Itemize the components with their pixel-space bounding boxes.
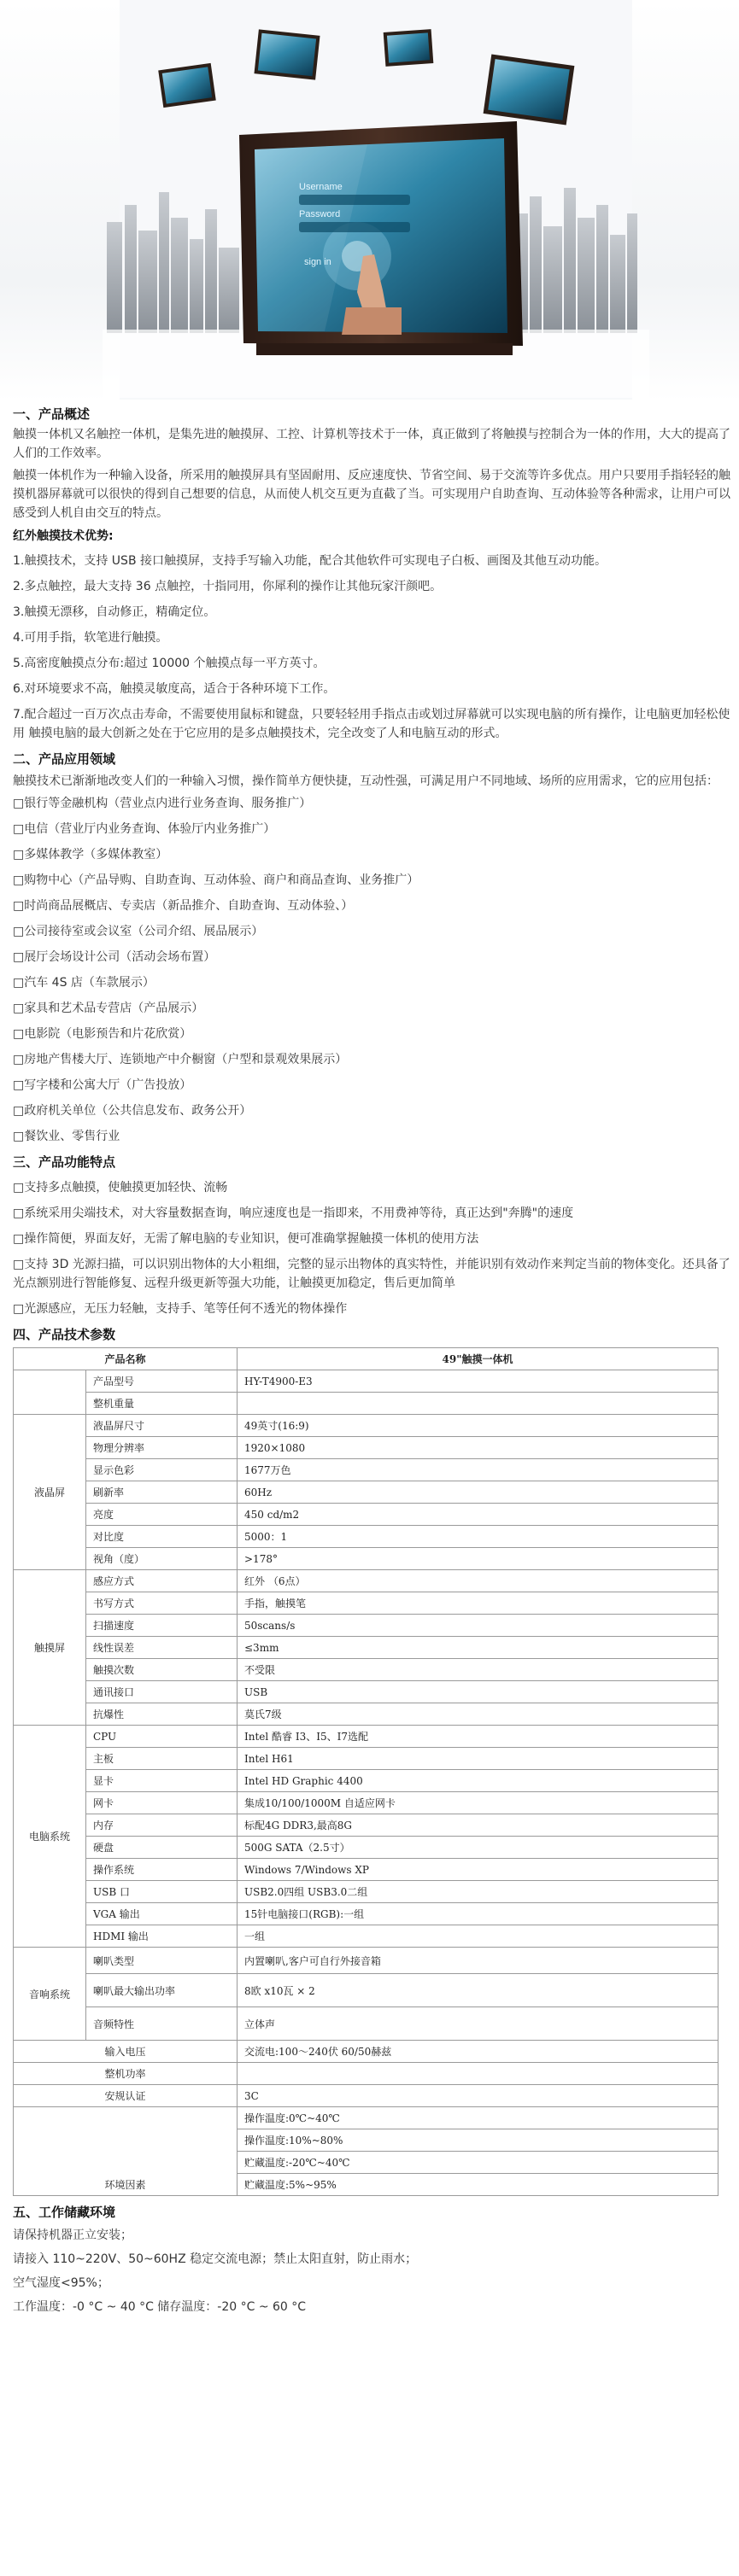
spec-value: 1677万色 [238,1459,718,1481]
spec-value: 5000：1 [238,1526,718,1548]
table-row [14,2085,718,2107]
spec-value: 500G SATA（2.5寸） [238,1837,718,1859]
spec-label: 喇叭最大输出功率 [86,1974,238,2007]
spec-category-lcd: 液晶屏 [14,1415,86,1570]
spec-value: 60Hz [238,1481,718,1504]
application-item: □展厅会场设计公司（活动会场布置） [13,950,216,964]
feature-item: □系统采用尖端技术，对大容量数据查询，响应速度也是一指即来，不用费神等待，真正达到"奔腾"的速度 [13,1206,574,1220]
spec-value: Windows 7/Windows XP [238,1859,718,1881]
spec-value: 贮藏温度:-20℃~40℃ [238,2152,718,2174]
ir-item: 5.高密度触摸点分布:超过 10000 个触摸点每一平方英寸。 [13,657,326,670]
spec-value: Intel HD Graphic 4400 [238,1770,718,1792]
spec-label: 扫描速度 [86,1615,238,1637]
floating-screen-1 [158,63,216,108]
hero-password-label: Password [299,209,341,219]
application-item: □房地产售楼大厅、连锁地产中介橱窗（户型和景观效果展示） [13,1053,348,1066]
table-row [14,1881,718,1903]
spec-label: 内存 [86,1814,238,1837]
spec-label: 液晶屏尺寸 [86,1415,238,1437]
hero-username-label: Username [299,182,343,192]
spec-label: 操作系统 [86,1859,238,1881]
ir-item: 3.触摸无漂移，自动修正，精确定位。 [13,605,216,619]
table-row [14,1726,718,1748]
applications-title: 二、产品应用领域 [13,751,116,767]
spec-value: Intel H61 [238,1748,718,1770]
table-row [14,2107,718,2129]
table-row [14,2063,718,2085]
spec-label: 显示色彩 [86,1459,238,1481]
spec-label: 音频特性 [86,2007,238,2041]
feature-item: □光源感应，无压力轻触，支持手、笔等任何不透光的物体操作 [13,1302,348,1316]
application-item: □购物中心（产品导购、自助查询、互动体验、商户和商品查询、业务推广） [13,873,419,887]
spec-label: 通讯接口 [86,1681,238,1703]
spec-value: 8欧 x10瓦 × 2 [238,1974,718,2007]
spec-label: 整机重量 [86,1393,238,1415]
spec-value: 3C [238,2085,718,2107]
spec-value: 1920×1080 [238,1437,718,1459]
table-row [14,1659,718,1681]
spec-label: 整机功率 [14,2063,238,2085]
application-item: □家具和艺术品专营店（产品展示） [13,1002,204,1015]
table-row [14,2041,718,2063]
spec-header-right: 49"触摸一体机 [238,1348,718,1370]
specs-title: 四、产品技术参数 [13,1327,116,1342]
hero-illustration [0,0,739,401]
table-row [14,1526,718,1548]
table-row [14,1792,718,1814]
overview-para-2: 触摸一体机作为一种输入设备，所采用的触摸屏具有坚固耐用、反应速度快、节省空间、易于交流等许多优点。用户只要用手指轻轻的触摸机器屏幕就可以很快的得到自己想要的信息，从而使人机交互更为直截了当。可实现用户自助查询、互动体验等各种需求，让用户可以感受到人机自由交互的特点。 [13,469,730,520]
ir-item: 1.触摸技术，支持 USB 接口触摸屏，支持手写输入功能，配合其他软件可实现电子白板、画图及其他互动功能。 [13,554,607,568]
spec-label: 对比度 [86,1526,238,1548]
environment-line: 请保持机器正立安装； [13,2228,132,2242]
spec-value: USB2.0四组 USB3.0二组 [238,1881,718,1903]
spec-value: 集成10/100/1000M 自适应网卡 [238,1792,718,1814]
table-row [14,1637,718,1659]
spec-label: 亮度 [86,1504,238,1526]
spec-label: 产品型号 [86,1370,238,1393]
table-row [14,1570,718,1592]
application-item: □政府机关单位（公共信息发布、政务公开） [13,1104,252,1118]
spec-category-audio: 音响系统 [14,1948,86,2041]
floating-screen-4 [484,55,575,126]
spec-value: 450 cd/m2 [238,1504,718,1526]
spec-label: VGA 输出 [86,1903,238,1925]
environment-section [13,2203,730,2319]
table-row [14,1615,718,1637]
table-row [14,1393,718,1415]
application-item: □公司接待室或会议室（公司介绍、展品展示） [13,925,264,938]
overview-para-1: 触摸一体机又名触控一体机，是集先进的触摸屏、工控、计算机等技术于一体，真正做到了将触摸与控制合为一体的作用，大大的提高了人们的工作效率。 [13,428,730,460]
application-item: □多媒体教学（多媒体教室） [13,848,168,862]
spec-value [238,2063,718,2085]
spec-value: Intel 酷睿 I3、I5、I7选配 [238,1726,718,1748]
table-row [14,1504,718,1526]
spec-label: 感应方式 [86,1570,238,1592]
application-item: □写字楼和公寓大厅（广告投放） [13,1078,192,1092]
spec-label: 抗爆性 [86,1703,238,1726]
table-row [14,1348,718,1370]
spec-value: 贮藏温度:5%~95% [238,2174,718,2196]
ir-item: 2.多点触控，最大支持 36 点触控，十指同用，你犀利的操作让其他玩家汗颜吧。 [13,580,443,593]
spec-value: ≤3mm [238,1637,718,1659]
spec-value: 内置喇叭,客户可自行外接音箱 [238,1948,718,1974]
spec-header-left: 产品名称 [14,1348,238,1370]
spec-value: HY-T4900-E3 [238,1370,718,1393]
spec-value: 交流电:100～240伏 60/50赫兹 [238,2041,718,2063]
spec-value: 50scans/s [238,1615,718,1637]
feature-item: □支持多点触摸，使触摸更加轻快、流畅 [13,1181,228,1195]
ir-item: 7.配合超过一百万次点击寿命，不需要使用鼠标和键盘，只要轻轻用手指点击或划过屏幕就可以实现电脑的所有操作，让电脑更加轻松使用 触摸电脑的最大创新之处在于它应用的是多点触摸技术，完全改变了人和电脑互动的形式。 [13,708,730,740]
table-row [14,1770,718,1792]
table-row [14,1459,718,1481]
spec-label: HDMI 输出 [86,1925,238,1948]
application-item: □汽车 4S 店（车款展示） [13,976,155,990]
spec-category-env: 环境因素 [14,2107,238,2196]
spec-value: 一组 [238,1925,718,1948]
spec-label: 喇叭类型 [86,1948,238,1974]
spec-label: 视角（度） [86,1548,238,1570]
overview-title: 一、产品概述 [13,406,91,422]
spec-value: 49英寸(16:9) [238,1415,718,1437]
spec-label: 书写方式 [86,1592,238,1615]
table-row [14,1681,718,1703]
spec-label: 显卡 [86,1770,238,1792]
spec-table [13,1347,718,2196]
floating-screen-3 [384,29,434,67]
table-row [14,1837,718,1859]
touch-kiosk [239,121,523,355]
spec-value: 操作温度:10%~80% [238,2129,718,2152]
spec-label: 线性误差 [86,1637,238,1659]
table-row [14,1370,718,1393]
environment-line: 空气湿度<95%； [13,2276,109,2290]
applications-intro: 触摸技术已渐渐地改变人们的一种输入习惯，操作简单方便快捷，互动性强，可满足用户不同地域、场所的应用需求，它的应用包括： [13,774,718,788]
spec-value: 15针电脑接口(RGB):一组 [238,1903,718,1925]
environment-title: 五、工作储藏环境 [13,2205,116,2220]
table-row [14,1859,718,1881]
spec-label: CPU [86,1726,238,1748]
floating-screen-2 [254,29,320,79]
table-row [14,1814,718,1837]
table-row [14,1415,718,1437]
environment-line: 请接入 110~220V、50~60HZ 稳定交流电源；禁止太阳直射，防止雨水； [13,2252,418,2266]
spec-value: 莫氏7级 [238,1703,718,1726]
spec-label: 输入电压 [14,2041,238,2063]
table-row [14,1437,718,1459]
table-row [14,2007,718,2041]
ir-item: 4.可用手指，软笔进行触摸。 [13,631,168,645]
spec-label: 网卡 [86,1792,238,1814]
hero-signin-label: sign in [304,257,331,267]
table-row [14,1903,718,1925]
spec-value: >178° [238,1548,718,1570]
spec-value: 不受限 [238,1659,718,1681]
application-item: □银行等金融机构（营业点内进行业务查询、服务推广） [13,797,312,810]
ir-item: 6.对环境要求不高，触摸灵敏度高，适合于各种环境下工作。 [13,682,336,696]
features-title: 三、产品功能特点 [13,1154,116,1170]
product-description [13,403,730,2319]
feature-item: □支持 3D 光源扫描，可以识别出物体的大小粗细，完整的显示出物体的真实特性，并能识别有效动作来判定当前的物体变化。还具备了光点额别进行智能修复、远程升级更新等强大功能，让触摸更加稳定，售后更加简单 [13,1258,730,1290]
feature-item: □操作简便，界面友好，无需了解电脑的专业知识，便可准确掌握触摸一体机的使用方法 [13,1232,479,1246]
spec-value: USB [238,1681,718,1703]
ir-advantages-title: 红外触摸技术优势: [13,529,114,543]
spec-label: USB 口 [86,1881,238,1903]
table-row [14,1748,718,1770]
spec-value: 红外 （6点） [238,1570,718,1592]
spec-category-touch: 触摸屏 [14,1570,86,1726]
spec-value [238,1393,718,1415]
hero-banner [0,0,739,401]
spec-value: 立体声 [238,2007,718,2041]
application-item: □电影院（电影预告和片花欣赏） [13,1027,192,1041]
spec-label: 安规认证 [14,2085,238,2107]
application-item: □电信（营业厅内业务查询、体验厅内业务推广） [13,822,276,836]
table-row [14,1592,718,1615]
spec-value: 标配4G DDR3,最高8G [238,1814,718,1837]
table-row [14,1703,718,1726]
spec-label: 物理分辨率 [86,1437,238,1459]
spec-label: 主板 [86,1748,238,1770]
table-row [14,1548,718,1570]
table-row [14,1974,718,2007]
spec-label: 触摸次数 [86,1659,238,1681]
spec-label: 硬盘 [86,1837,238,1859]
table-row [14,1948,718,1974]
spec-value: 手指，触摸笔 [238,1592,718,1615]
table-row [14,1925,718,1948]
spec-label: 刷新率 [86,1481,238,1504]
environment-line: 工作温度：-0 °C ~ 40 °C 储存温度：-20 °C ~ 60 °C [13,2300,307,2314]
spec-category-pc: 电脑系统 [14,1726,86,1948]
spec-value: 操作温度:0℃~40℃ [238,2107,718,2129]
table-row [14,1481,718,1504]
application-item: □时尚商品展概店、专卖店（新品推介、自助查询、互动体验、） [13,899,354,913]
application-item: □餐饮业、零售行业 [13,1130,120,1143]
